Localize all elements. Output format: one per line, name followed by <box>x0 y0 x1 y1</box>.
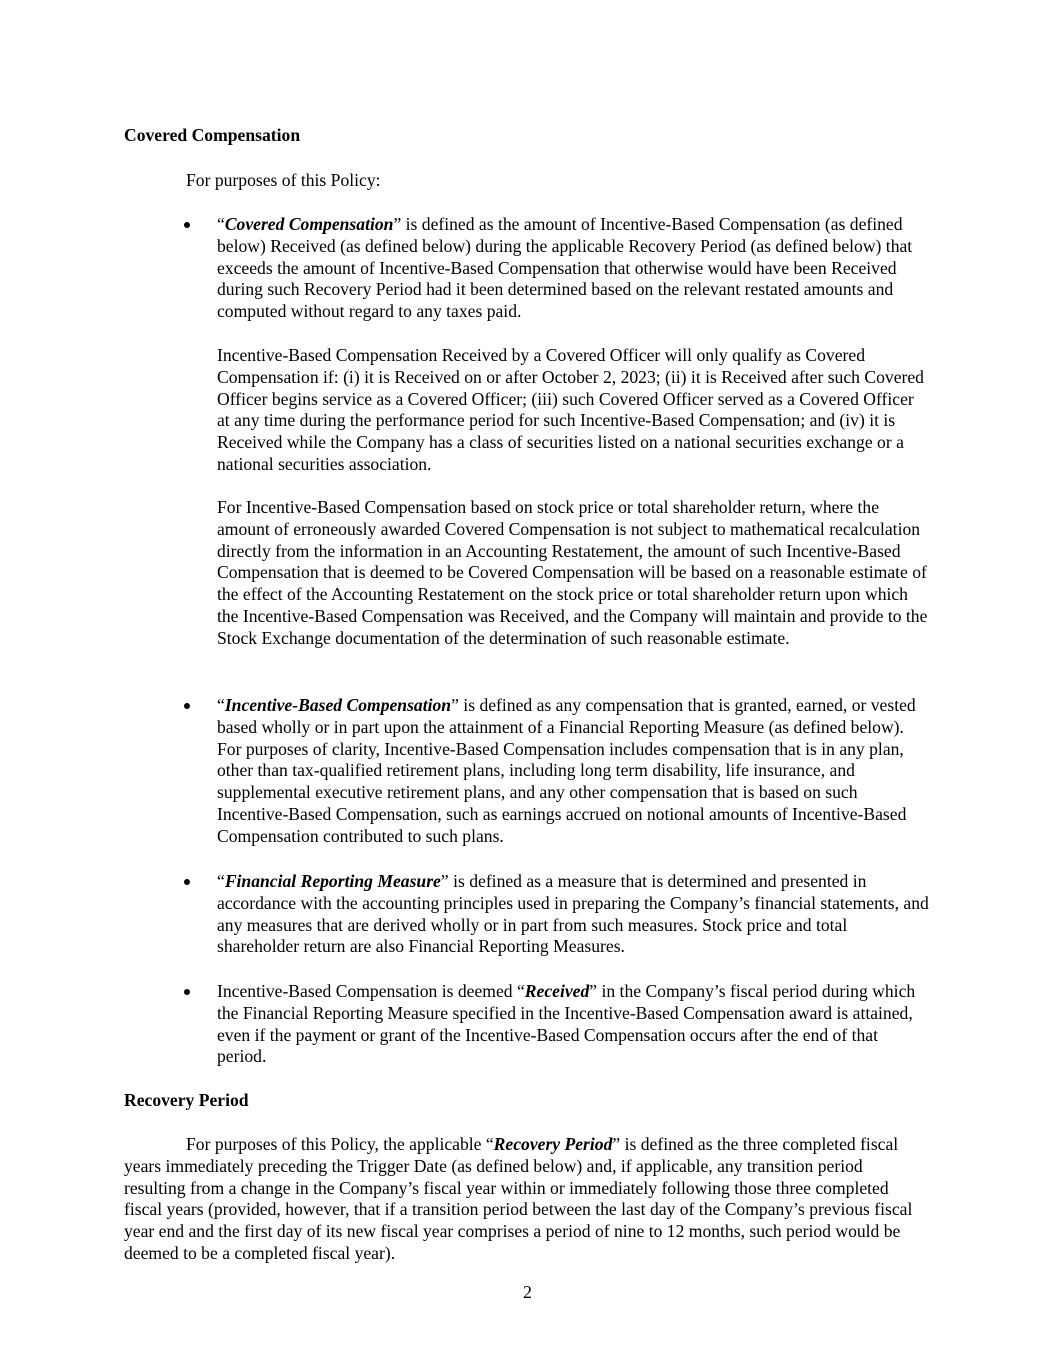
definition-lead-text: For purposes of this Policy, the applicable “ <box>186 1134 494 1154</box>
definition-text: ” is defined as the three completed fiscal years immediately preceding the Trigger Date (as defined below) and, if applicable, any transition period resulting from a change in the Company’s fiscal year within or immediately following those three completed fiscal years (provided, however, that if a transition period between the last day of the Company’s previous fiscal year end and the first day of its new fiscal year comprises a period of nine to 12 months, such period would be deemed to be a completed fiscal year). <box>124 1134 913 1263</box>
intro-paragraph: For purposes of this Policy: <box>186 170 381 190</box>
bullet-marker <box>184 703 190 709</box>
term-recovery-period: Recovery Period <box>493 1134 613 1154</box>
definition-lead-text: Incentive-Based Compensation is deemed “ <box>217 981 525 1001</box>
term-covered-compensation: Covered Compensation <box>224 214 394 234</box>
covered-compensation-qualification-paragraph: Incentive-Based Compensation Received by a Covered Officer will only qualify as Covered Compensation if: (i) it is Received on or after October 2, 2023; (ii) it is Received after such Covered Officer begins service as a Covered Officer; (iii) such Covered Officer served as a Covered Officer at any time during the performance period for such Incentive-Based Compensation; and (iv) it is Received while the Company has a class of securities listed on a national securities exchange or a national securities association. <box>217 345 924 474</box>
term-received: Received <box>524 981 590 1001</box>
bullet-covered-compensation <box>217 214 929 323</box>
term-financial-reporting-measure: Financial Reporting Measure <box>224 871 441 891</box>
section-heading-covered-compensation: Covered Compensation <box>124 125 301 145</box>
section-heading-recovery-period: Recovery Period <box>124 1090 249 1110</box>
close-quote: ” <box>393 214 402 234</box>
definition-text: is defined as the amount of Incentive-Based Compensation (as defined below) Received (as defined below) during the applicable Recovery Period (as defined below) that exceeds the amount of Incentive-Based Compensation that otherwise would have been Received during such Recovery Period had it been determined based on the relevant restated amounts and computed without regard to any taxes paid. <box>217 214 913 322</box>
definition-text: is defined as a measure that is determined and presented in accordance with the accounting principles used in preparing the Company’s financial statements, and any measures that are derived wholly or in part from such measures. Stock price and total shareholder return are also Financial Reporting Measures. <box>217 871 929 957</box>
page-number: 2 <box>523 1282 532 1302</box>
close-quote: ” <box>440 871 449 891</box>
bullet-financial-reporting-measure <box>217 871 929 958</box>
bullet-marker <box>184 879 190 885</box>
open-quote: “ <box>217 214 225 234</box>
covered-compensation-stock-price-paragraph: For Incentive-Based Compensation based on stock price or total shareholder return, where the amount of erroneously awarded Covered Compensation is not subject to mathematical recalculation directly from the information in an Accounting Restatement, the amount of such Incentive-Based Compensation that is deemed to be Covered Compensation will be based on a reasonable estimate of the effect of the Accounting Restatement on the stock price or total shareholder return upon which the Incentive-Based Compensation was Received, and the Company will maintain and provide to the Stock Exchange documentation of the determination of such reasonable estimate. <box>217 497 928 648</box>
recovery-period-paragraph <box>124 1134 924 1265</box>
bullet-marker <box>184 989 190 995</box>
open-quote: “ <box>217 695 225 715</box>
term-incentive-based-compensation: Incentive-Based Compensation <box>224 695 452 715</box>
close-quote: ” <box>451 695 459 715</box>
bullet-marker <box>184 222 190 228</box>
bullet-received <box>217 981 929 1068</box>
definition-text: is defined as any compensation that is granted, earned, or vested based wholly or in part upon the attainment of a Financial Reporting Measure (as defined below). For purposes of clarity, Incentive-Based Compensation includes compensation that is in any plan, other than tax-qualified retirement plans, including long term disability, life insurance, and supplemental executive retirement plans, and any other compensation that is based on such Incentive-Based Compensation, such as earnings accrued on notional amounts of Incentive-Based Compensation contributed to such plans. <box>217 695 916 846</box>
definition-text: ” in the Company’s fiscal period during which the Financial Reporting Measure specified in the Incentive-Based Compensation award is attained, even if the payment or grant of the Incentive-Based Compensation occurs after the end of that period. <box>217 981 916 1067</box>
bullet-incentive-based-compensation <box>217 695 929 848</box>
open-quote: “ <box>217 871 225 891</box>
